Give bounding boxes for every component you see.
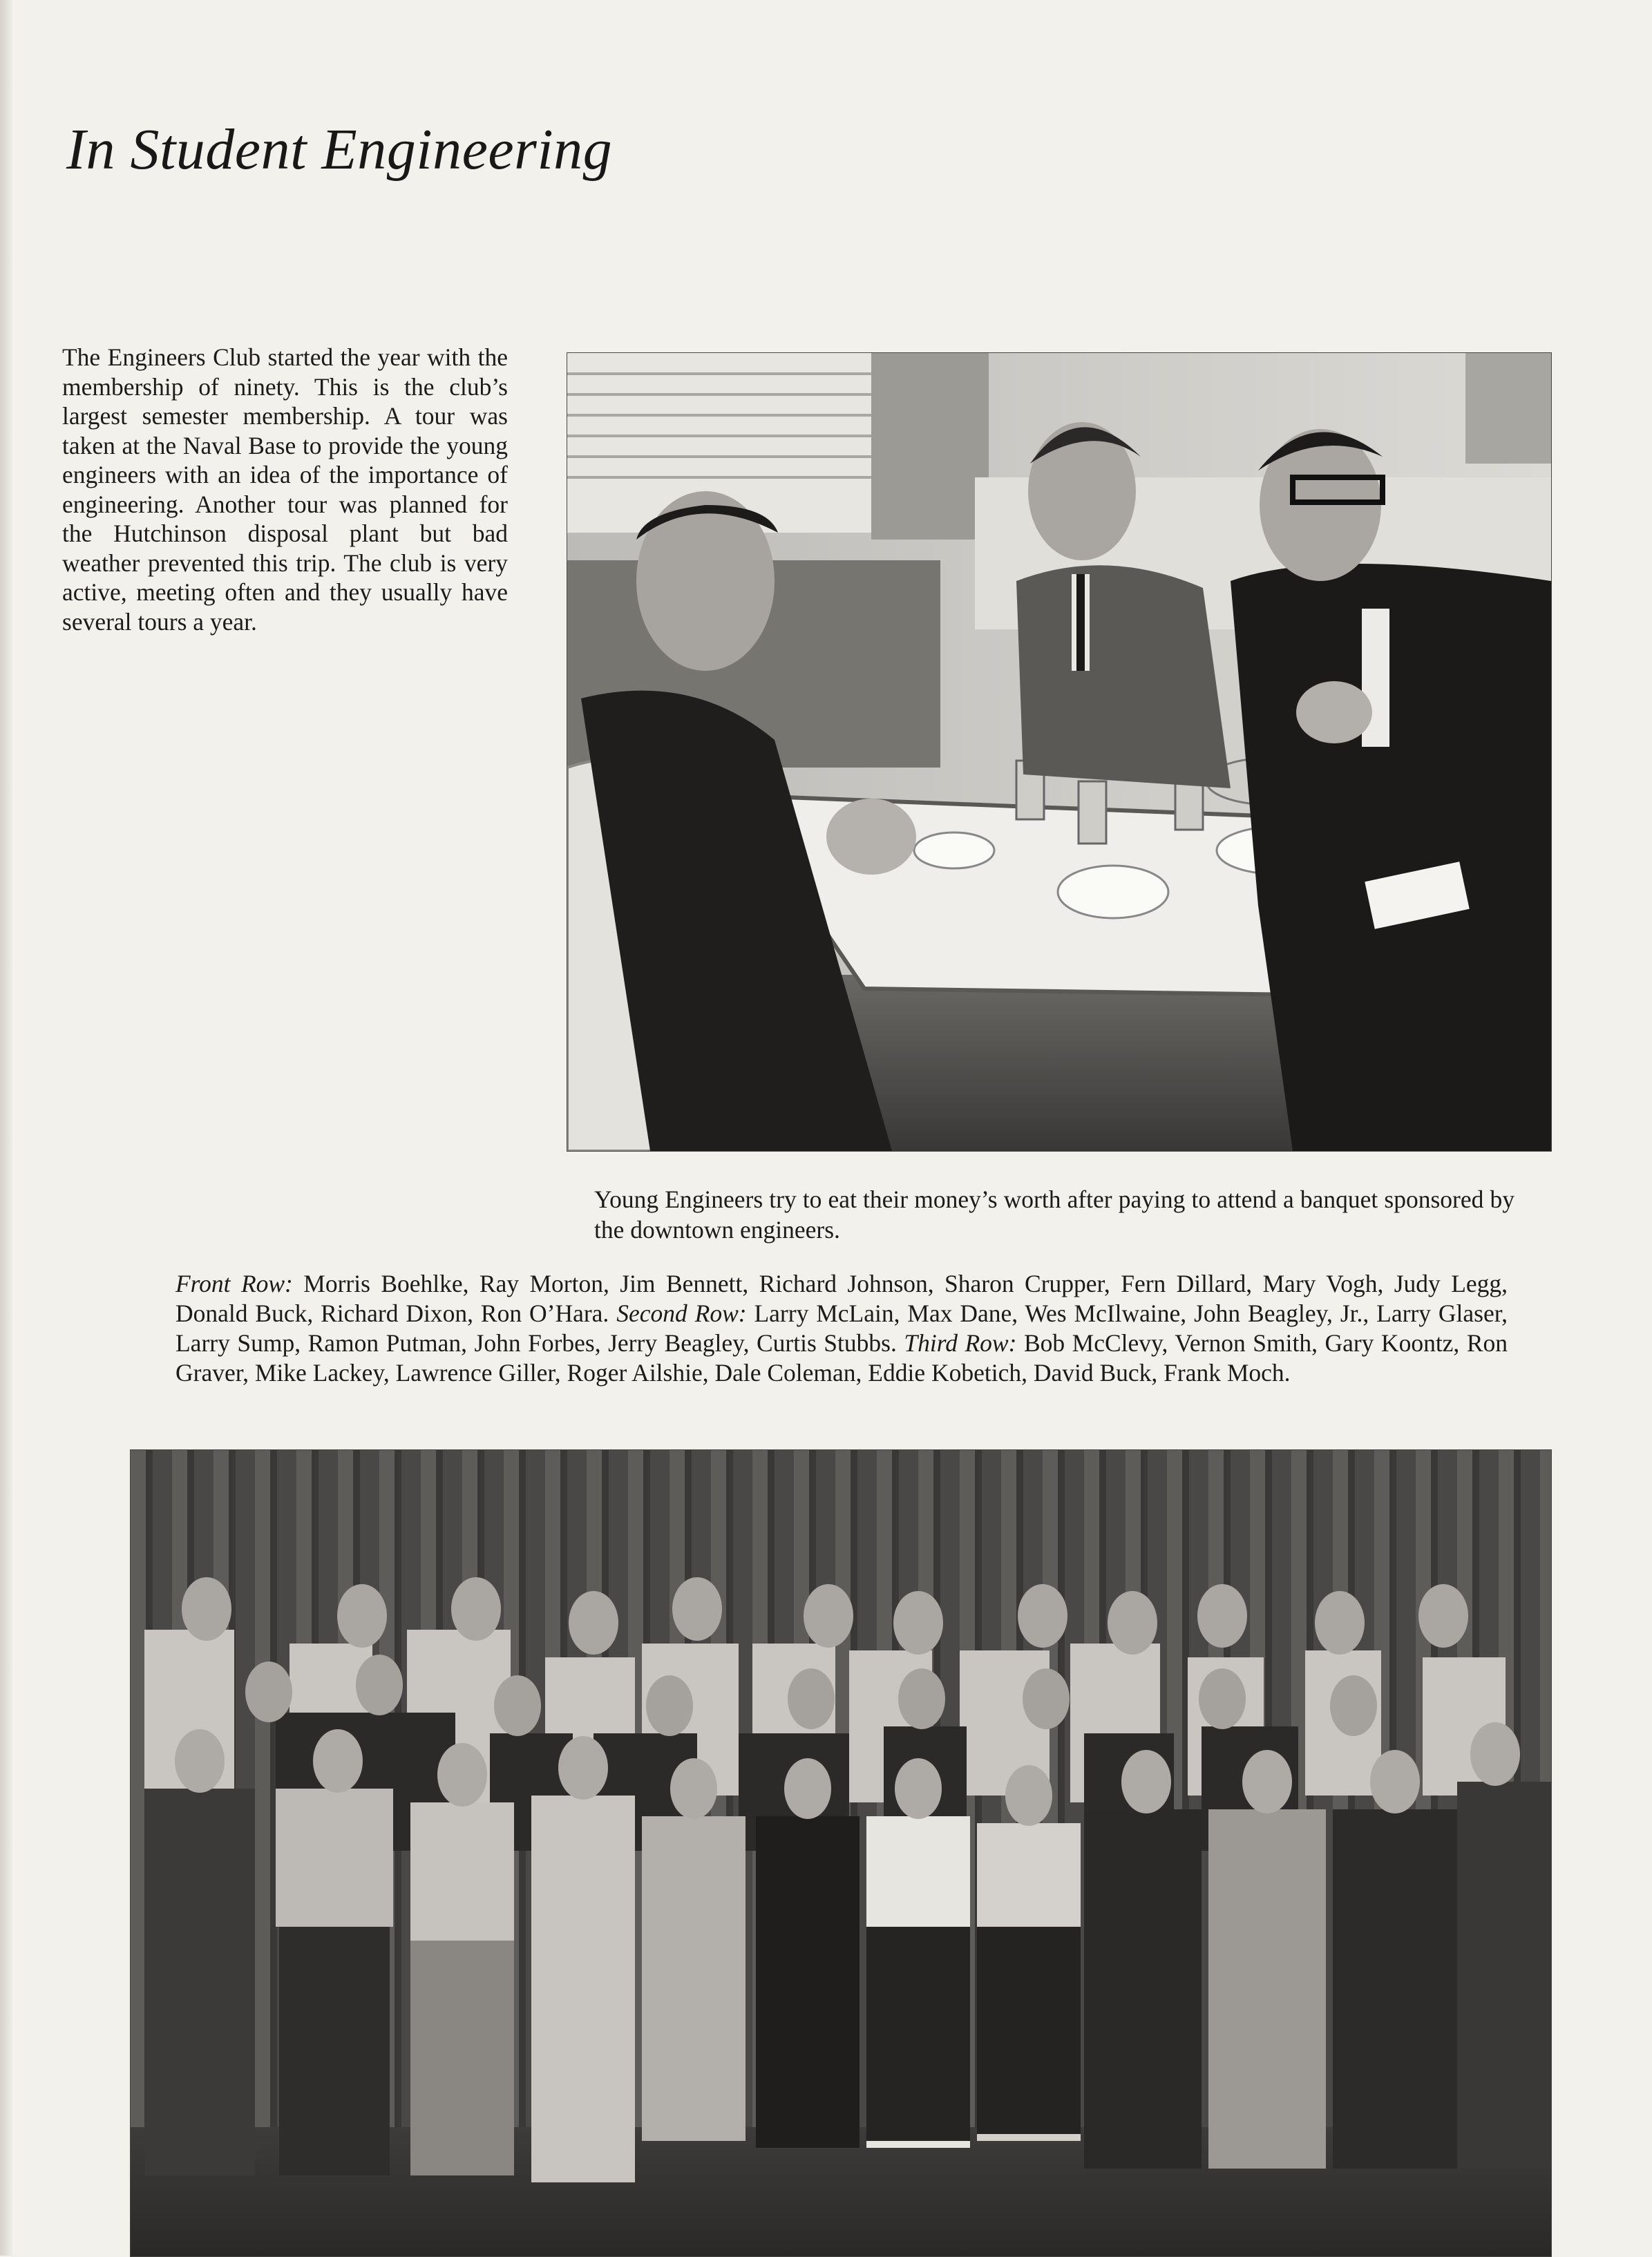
banquet-photo-caption: Young Engineers try to eat their money’s worth after paying to attend a banquet sponsored by the downtown engineers.	[594, 1185, 1515, 1244]
front-row-names: Morris Boehlke, Ray Morton, Jim Bennett, Richard Johnson, Sharon Crupper, Fern Dillard, Mary Vogh, Judy Legg, Donald Buck, Richard Dixon, Ron O’Hara.	[175, 1270, 1508, 1327]
group-photo-caption	[175, 1269, 1508, 1388]
second-row-names: Larry McLain, Max Dane, Wes McIlwaine, John Beagley, Jr., Larry Glaser, Larry Sump, Ramon Putman, John Forbes, Jerry Beagley, Curtis Stubbs.	[175, 1299, 1508, 1357]
banquet-photo	[567, 352, 1552, 1152]
page-binding-edge	[0, 0, 12, 2256]
banquet-photo-image	[567, 353, 1551, 1151]
group-photo	[130, 1449, 1552, 2257]
third-row-label: Third Row:	[904, 1329, 1017, 1357]
front-row-label: Front Row:	[175, 1270, 293, 1297]
second-row-label: Second Row:	[616, 1299, 747, 1327]
third-row-names: Bob McClevy, Vernon Smith, Gary Koontz, Ron Graver, Mike Lackey, Lawrence Giller, Roger Ailshie, Dale Coleman, Eddie Kobetich, David Buck, Frank Moch.	[175, 1329, 1508, 1387]
page-title: In Student Engineering	[66, 117, 613, 182]
group-photo-image	[131, 1450, 1551, 2256]
intro-paragraph: The Engineers Club started the year with the membership of ninety. This is the club’s largest semester membership. A tour was taken at the Naval Base to provide the young engineers with an idea of the importance of engineering. Another tour was planned for the Hutchinson disposal plant but bad weather prevented this trip. The club is very active, meeting often and they usually have several tours a year.	[62, 343, 508, 636]
